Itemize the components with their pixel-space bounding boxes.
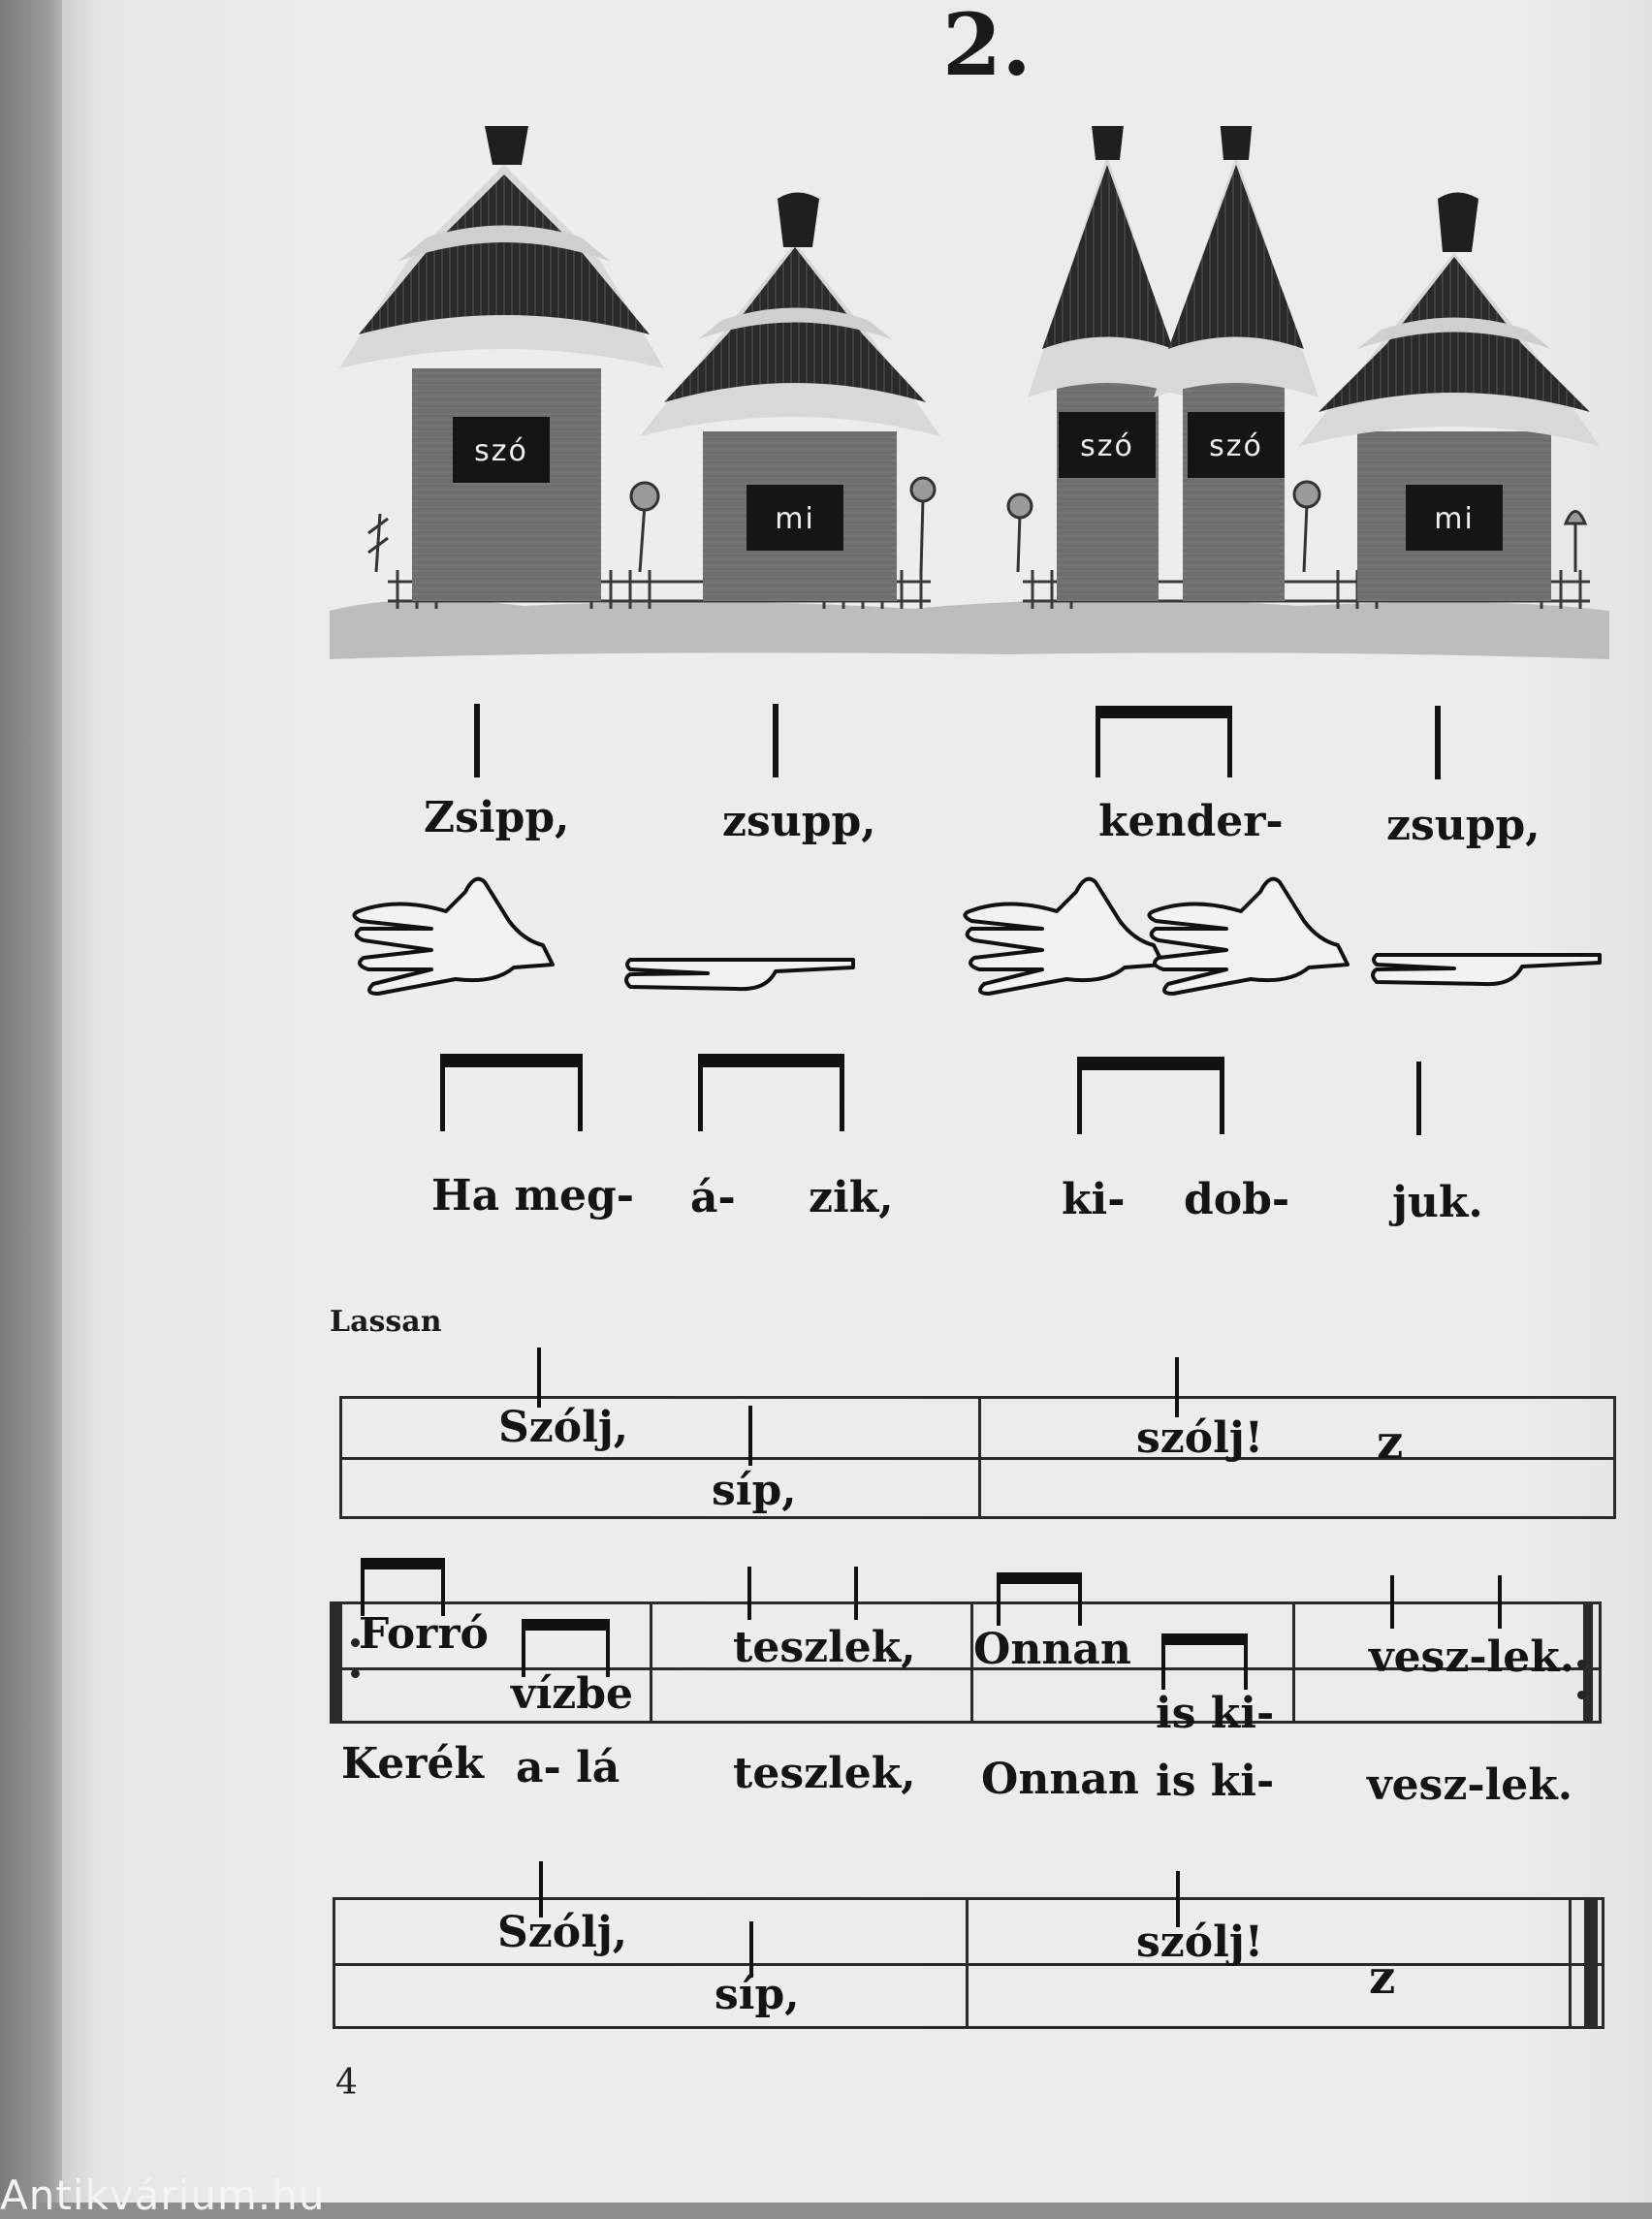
book-spine-edge <box>0 0 68 2203</box>
syllable: Ha meg- <box>431 1171 634 1220</box>
syllable: zik, <box>809 1173 894 1222</box>
eighth-pair-beam <box>997 1572 1082 1584</box>
page-number: 4 <box>335 2063 358 2103</box>
syllable: juk. <box>1392 1178 1483 1227</box>
flat-hand-icon <box>1373 955 1600 984</box>
lyric-syllable: is ki- <box>1156 1689 1275 1738</box>
verse2-syllable: vesz-lek. <box>1367 1760 1573 1810</box>
open-hand-icon <box>354 879 553 994</box>
syllable: ki- <box>1062 1175 1126 1224</box>
quarter-rest-symbol: z <box>1377 1415 1404 1470</box>
tempo-marking: Lassan <box>330 1305 442 1339</box>
eighth-pair-beam <box>361 1558 445 1569</box>
syllable: á- <box>690 1173 736 1222</box>
repeat-dot <box>1577 1691 1586 1699</box>
hut-2-label: mi <box>775 502 815 536</box>
lyric-syllable: síp, <box>712 1466 797 1515</box>
repeat-dot <box>1577 1660 1586 1668</box>
lyric-syllable: szólj! <box>1136 1413 1264 1463</box>
note-stem <box>537 1347 541 1408</box>
note-stem <box>1175 1357 1179 1417</box>
lyric-syllable: Forró <box>359 1609 489 1659</box>
hut-3 <box>1028 126 1188 601</box>
syllable: zsupp, <box>1386 801 1541 850</box>
note-stem <box>1390 1575 1394 1629</box>
eighth-pair-beam <box>1077 1057 1224 1070</box>
open-hand-icon <box>965 879 1163 994</box>
verse2-syllable: Onnan <box>981 1755 1139 1804</box>
hut-5-label: mi <box>1434 502 1475 536</box>
hut-5 <box>1299 193 1600 602</box>
lyric-syllable: síp, <box>715 1970 800 2019</box>
hut-4-label: szó <box>1209 429 1263 463</box>
hut-1 <box>339 126 664 601</box>
quarter-note-stem <box>773 704 778 777</box>
hut-2 <box>640 193 940 602</box>
note-stem <box>748 1406 752 1466</box>
syllable: Zsipp, <box>424 793 570 842</box>
hut-4 <box>1154 126 1318 601</box>
open-hand-icon <box>1149 879 1348 994</box>
lyric-syllable: Szólj, <box>498 1403 629 1452</box>
lyric-syllable: Onnan <box>973 1625 1131 1674</box>
repeat-dot <box>351 1669 360 1678</box>
note-stem <box>1498 1575 1502 1629</box>
verse2-syllable: teszlek, <box>733 1749 916 1798</box>
syllable: dob- <box>1184 1175 1290 1224</box>
quarter-note-stem <box>474 704 480 777</box>
quarter-note-stem <box>1416 1062 1421 1135</box>
eighth-pair-beam <box>698 1054 844 1067</box>
eighth-pair-beam <box>1161 1633 1248 1645</box>
hut-illustration <box>330 126 1609 669</box>
quarter-note-stem <box>1435 706 1441 779</box>
eighth-pair-beam <box>1096 706 1232 718</box>
eighth-pair-beam <box>522 1619 610 1631</box>
lyric-syllable: teszlek, <box>733 1623 916 1672</box>
lyric-syllable: vesz-lek. <box>1369 1633 1575 1682</box>
lyric-syllable: vízbe <box>511 1669 634 1719</box>
lyric-syllable: Szólj, <box>497 1908 628 1957</box>
hut-1-label: szó <box>474 434 528 468</box>
verse2-syllable: a- lá <box>516 1743 620 1792</box>
note-stem <box>747 1567 751 1620</box>
syllable: kender- <box>1098 797 1284 846</box>
syllable: zsupp, <box>722 797 876 846</box>
page-title: 2. <box>942 0 1032 95</box>
watermark: Antikvárium.hu <box>0 2171 326 2219</box>
hand-signs <box>339 853 1619 1028</box>
note-stem <box>854 1567 858 1620</box>
flat-hand-icon <box>626 960 853 989</box>
quarter-rest-symbol: z <box>1369 1950 1396 2005</box>
verse2-syllable: is ki- <box>1156 1757 1275 1806</box>
hut-3-label: szó <box>1080 429 1134 463</box>
eighth-pair-beam <box>440 1054 583 1067</box>
verse2-syllable: Kerék <box>341 1739 484 1789</box>
lyric-syllable: szólj! <box>1136 1918 1264 1967</box>
